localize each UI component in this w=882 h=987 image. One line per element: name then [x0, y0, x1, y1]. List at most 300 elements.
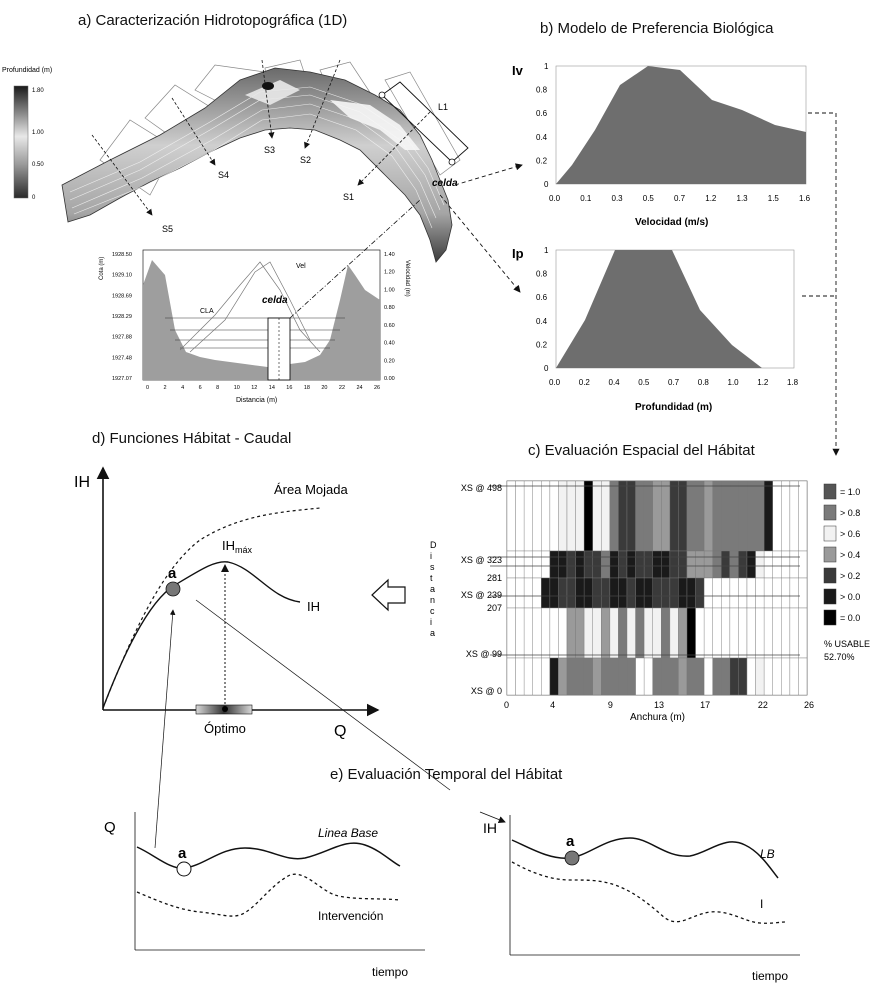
- habitat-cell: [516, 551, 525, 578]
- habitat-cell: [593, 481, 602, 551]
- inset-right-tick: 0.40: [384, 340, 395, 347]
- pref-x-tick: 1.5: [767, 194, 779, 203]
- habitat-cell: [678, 608, 687, 658]
- habitat-cell: [601, 578, 610, 608]
- legend-swatch: [824, 610, 836, 625]
- habitat-cell: [756, 658, 765, 695]
- point-a-d-label: a: [168, 565, 177, 582]
- habitat-cell: [593, 608, 602, 658]
- habitat-cell: [670, 578, 679, 608]
- habitat-cell: [618, 481, 627, 551]
- habitat-cell: [558, 481, 567, 551]
- link-d-to-e: [196, 600, 450, 790]
- legend-swatch: [824, 568, 836, 583]
- e-left-x-label: tiempo: [372, 965, 409, 979]
- habitat-cell: [661, 551, 670, 578]
- habitat-ylabel-letter: D: [430, 540, 437, 550]
- depth-x-ticks: [549, 378, 799, 387]
- pref-x-tick: 1.2: [705, 194, 717, 203]
- habitat-cell: [773, 551, 782, 578]
- habitat-x-tick: 17: [700, 700, 711, 710]
- habitat-cell: [653, 481, 662, 551]
- inset-left-tick: 1928.29: [112, 314, 132, 320]
- inset-x-tick: 10: [233, 385, 240, 391]
- inset-x-tick: 24: [356, 385, 363, 391]
- habitat-xlabel: Anchura (m): [630, 712, 686, 723]
- depth-tick: 1.80: [32, 88, 44, 94]
- habitat-cell: [550, 551, 559, 578]
- ih-curve-label: IH: [307, 599, 320, 614]
- habitat-cell: [584, 578, 593, 608]
- habitat-cell: [576, 578, 585, 608]
- legend-label: > 0.4: [840, 550, 861, 560]
- cell-label-inset: celda: [262, 295, 288, 306]
- panel-a-title: a) Caracterización Hidrotopográfica (1D): [78, 12, 348, 29]
- habitat-cell: [636, 658, 645, 695]
- habitat-x-tick: 9: [607, 700, 613, 710]
- habitat-cell: [773, 481, 782, 551]
- habitat-cell: [764, 551, 773, 578]
- panel-c-title: c) Evaluación Espacial del Hábitat: [528, 442, 755, 459]
- habitat-cell: [550, 608, 559, 658]
- habitat-cell: [576, 658, 585, 695]
- habitat-cell: [584, 481, 593, 551]
- legend-swatch: [824, 526, 836, 541]
- legend-swatch: [824, 484, 836, 499]
- habitat-cell: [756, 551, 765, 578]
- inset-right-tick: 0.00: [384, 376, 395, 382]
- habitat-cell: [653, 578, 662, 608]
- habitat-cell: [670, 551, 679, 578]
- habitat-cell: [756, 481, 765, 551]
- inset-ylabel-left: Cota (m): [99, 256, 105, 280]
- habitat-cell: [730, 481, 739, 551]
- habitat-cell: [798, 481, 807, 551]
- pref-x-tick: 1.0: [727, 378, 739, 387]
- habitat-cell: [618, 608, 627, 658]
- habitat-cell: [747, 551, 756, 578]
- habitat-cell: [653, 608, 662, 658]
- habitat-cell: [541, 608, 550, 658]
- depth-legend-bar: [14, 86, 28, 198]
- habitat-cell: [798, 578, 807, 608]
- habitat-cell: [507, 551, 516, 578]
- reach-label-l1: L1: [438, 102, 449, 112]
- ihmax-main: IH: [222, 538, 235, 553]
- pref-y-tick: 0.8: [536, 85, 548, 95]
- habitat-ylabel-letter: c: [430, 606, 435, 616]
- depth-ylabel: Ip: [512, 246, 524, 261]
- pref-x-tick: 1.2: [757, 378, 769, 387]
- habitat-cell: [567, 578, 576, 608]
- habitat-cell: [524, 551, 533, 578]
- section-label-s5: S5: [162, 224, 174, 234]
- habitat-cell: [636, 481, 645, 551]
- usable-value: 52.70%: [824, 652, 855, 662]
- habitat-cell: [738, 578, 747, 608]
- inset-right-tick: 0.80: [384, 305, 395, 312]
- pref-x-tick: 1.6: [799, 194, 811, 203]
- habitat-cell: [541, 658, 550, 695]
- habitat-cell: [678, 578, 687, 608]
- habitat-cell: [738, 551, 747, 578]
- habitat-cell: [764, 608, 773, 658]
- pref-x-tick: 0.1: [580, 194, 592, 203]
- habitat-cell: [790, 608, 799, 658]
- habitat-cell: [627, 658, 636, 695]
- habitat-cell: [713, 578, 722, 608]
- habitat-cell: [781, 608, 790, 658]
- inset-x-ticks: [146, 385, 380, 391]
- habitat-cell: [636, 608, 645, 658]
- habitat-cell: [584, 658, 593, 695]
- pref-x-tick: 0.8: [697, 378, 709, 387]
- velocity-x-ticks: [549, 194, 811, 203]
- habitat-ylabel-letter: i: [430, 551, 432, 561]
- inset-left-tick: 1927.48: [112, 355, 132, 362]
- habitat-cell: [713, 551, 722, 578]
- point-a-e-right: [565, 851, 579, 865]
- habitat-cell: [610, 578, 619, 608]
- habitat-cell: [524, 481, 533, 551]
- reach-node: [379, 92, 385, 98]
- habitat-cell: [644, 578, 653, 608]
- inset-right-tick: 1.20: [384, 269, 395, 276]
- e-right-y-label: IH: [483, 820, 497, 836]
- habitat-cell: [756, 578, 765, 608]
- habitat-row-label: XS @ 323: [460, 555, 502, 565]
- habitat-cell: [507, 578, 516, 608]
- inset-right-tick: 0.20: [384, 358, 395, 365]
- habitat-cell: [601, 551, 610, 578]
- habitat-cell: [610, 481, 619, 551]
- habitat-cell: [738, 481, 747, 551]
- inset-x-tick: 12: [251, 385, 258, 391]
- cell-label-map: celda: [432, 178, 458, 189]
- inset-x-tick: 26: [374, 385, 381, 391]
- habitat-cell: [764, 481, 773, 551]
- inset-x-tick: 18: [303, 385, 310, 391]
- habitat-legend: [824, 484, 860, 625]
- habitat-cell: [678, 551, 687, 578]
- pref-x-tick: 1.8: [787, 378, 799, 387]
- pref-y-tick: 0: [544, 180, 549, 189]
- legend-label: = 0.0: [840, 613, 861, 623]
- section-label-s2: S2: [300, 155, 312, 165]
- pref-y-tick: 0.4: [536, 132, 548, 142]
- habitat-cell: [636, 578, 645, 608]
- i-label: I: [760, 897, 764, 911]
- habitat-cell: [516, 578, 525, 608]
- inset-x-tick: 8: [216, 385, 220, 391]
- habitat-cell: [747, 481, 756, 551]
- cla-label: CLA: [200, 308, 214, 315]
- habitat-cell: [704, 481, 713, 551]
- habitat-cell: [687, 658, 696, 695]
- habitat-cell: [653, 551, 662, 578]
- inset-right-tick: 1.00: [384, 287, 395, 294]
- inset-x-tick: 14: [268, 385, 275, 391]
- inset-x-tick: 0: [146, 385, 150, 391]
- habitat-row-label: XS @ 0: [470, 686, 502, 696]
- habitat-x-tick: 4: [550, 700, 556, 710]
- habitat-row-label: XS @ 239: [460, 590, 502, 600]
- habitat-cell: [524, 608, 533, 658]
- habitat-cell: [627, 481, 636, 551]
- legend-label: > 0.8: [840, 508, 861, 518]
- pref-x-tick: 0.0: [549, 194, 561, 203]
- panel-b-title: b) Modelo de Preferencia Biológica: [540, 20, 774, 37]
- d-x-axis-label: Q: [334, 723, 347, 740]
- depth-legend: [2, 67, 52, 201]
- habitat-cell: [533, 481, 542, 551]
- depth-tick: 1.00: [32, 130, 44, 136]
- habitat-x-tick: 26: [804, 700, 815, 710]
- legend-swatch: [824, 589, 836, 604]
- inset-left-tick: 1928.69: [112, 293, 132, 300]
- pref-y-tick: 0.2: [536, 156, 548, 166]
- section-label-s4: S4: [218, 170, 230, 180]
- depth-xlabel: Profundidad (m): [635, 402, 713, 413]
- habitat-cell: [567, 658, 576, 695]
- depth-legend-title: Profundidad (m): [2, 67, 53, 74]
- legend-label: > 0.0: [840, 592, 861, 602]
- habitat-row-label: XS @ 498: [460, 483, 502, 493]
- habitat-cell: [798, 658, 807, 695]
- habitat-cell: [541, 551, 550, 578]
- habitat-cell: [696, 578, 705, 608]
- habitat-cell: [516, 608, 525, 658]
- habitat-cell: [533, 578, 542, 608]
- pref-x-tick: 0.4: [608, 378, 620, 387]
- deep-pool: [262, 82, 274, 90]
- point-a-e-left: [177, 862, 191, 876]
- pref-x-tick: 0.0: [549, 378, 561, 387]
- legend-label: > 0.2: [840, 571, 861, 581]
- inset-x-tick: 2: [163, 385, 167, 391]
- habitat-cell: [576, 481, 585, 551]
- habitat-cell: [756, 608, 765, 658]
- habitat-cell: [721, 608, 730, 658]
- habitat-cell: [721, 578, 730, 608]
- velocity-preference-chart: [512, 62, 811, 228]
- habitat-cell: [610, 551, 619, 578]
- habitat-cell: [636, 551, 645, 578]
- pref-y-tick: 0.4: [536, 316, 548, 326]
- habitat-cell: [610, 658, 619, 695]
- inset-left-tick: 1929.10: [112, 272, 132, 279]
- habitat-cell: [618, 658, 627, 695]
- lb-label: LB: [760, 847, 775, 861]
- depth-preference-chart: [512, 246, 799, 413]
- habitat-cell: [550, 658, 559, 695]
- habitat-row-label: 281: [486, 573, 502, 583]
- habitat-cell: [541, 481, 550, 551]
- habitat-cell: [747, 658, 756, 695]
- point-a-d: [166, 582, 180, 596]
- temporal-habitat-chart: [480, 812, 800, 983]
- inset-right-tick: 1.40: [384, 252, 395, 258]
- habitat-cell: [644, 608, 653, 658]
- habitat-cell: [601, 658, 610, 695]
- habitat-discharge-chart: [74, 468, 450, 848]
- cross-section-inset: [99, 250, 410, 404]
- habitat-cell: [507, 608, 516, 658]
- habitat-cell: [644, 658, 653, 695]
- inset-xlabel: Distancia (m): [236, 397, 278, 404]
- habitat-cell: [730, 658, 739, 695]
- habitat-cell: [558, 551, 567, 578]
- habitat-cell: [593, 551, 602, 578]
- habitat-cell: [584, 551, 593, 578]
- river-reach: [62, 60, 468, 262]
- pref-x-tick: 0.5: [642, 194, 654, 203]
- habitat-cell: [627, 551, 636, 578]
- habitat-cell: [601, 481, 610, 551]
- habitat-cell: [781, 481, 790, 551]
- habitat-cell: [696, 481, 705, 551]
- legend-label: > 0.6: [840, 529, 861, 539]
- habitat-cell: [627, 578, 636, 608]
- habitat-cell: [687, 481, 696, 551]
- habitat-cell: [653, 658, 662, 695]
- optimo-label: Óptimo: [204, 721, 246, 736]
- pref-y-tick: 0.2: [536, 340, 548, 350]
- habitat-cell: [738, 658, 747, 695]
- habitat-cell: [670, 608, 679, 658]
- inset-x-tick: 6: [198, 385, 202, 391]
- habitat-cell: [704, 658, 713, 695]
- habitat-row-label: XS @ 99: [465, 649, 502, 659]
- depth-tick: 0: [32, 195, 36, 201]
- habitat-x-ticks: [504, 700, 814, 710]
- habitat-cell: [507, 481, 516, 551]
- habitat-cell: [713, 608, 722, 658]
- depth-tick: 0.50: [32, 162, 44, 168]
- legend-label: = 1.0: [840, 487, 861, 497]
- habitat-cell: [541, 578, 550, 608]
- habitat-cell: [781, 658, 790, 695]
- inset-x-tick: 22: [338, 385, 346, 391]
- habitat-cell: [798, 551, 807, 578]
- habitat-cell: [558, 578, 567, 608]
- habitat-cell: [713, 481, 722, 551]
- habitat-cell: [721, 551, 730, 578]
- habitat-cell: [661, 658, 670, 695]
- habitat-cell: [550, 578, 559, 608]
- habitat-cell: [747, 578, 756, 608]
- habitat-cell: [781, 578, 790, 608]
- inset-left-ticks: [112, 252, 132, 382]
- habitat-cell: [576, 608, 585, 658]
- habitat-cell: [678, 481, 687, 551]
- area-mojada-label: Área Mojada: [274, 482, 348, 497]
- habitat-cell: [721, 481, 730, 551]
- habitat-cell: [567, 481, 576, 551]
- habitat-cell: [687, 551, 696, 578]
- pref-y-tick: 0.6: [536, 109, 548, 119]
- habitat-cell: [738, 608, 747, 658]
- habitat-cell: [781, 551, 790, 578]
- inset-right-ticks: [384, 252, 395, 382]
- section-label-s1: S1: [343, 192, 355, 202]
- pref-x-tick: 0.7: [674, 194, 686, 203]
- habitat-ylabel-letter: n: [430, 595, 436, 605]
- habitat-cell: [558, 608, 567, 658]
- habitat-cell: [610, 608, 619, 658]
- habitat-cell: [773, 608, 782, 658]
- panel-e-title: e) Evaluación Temporal del Hábitat: [330, 766, 563, 783]
- habitat-cell: [661, 481, 670, 551]
- habitat-cell: [678, 658, 687, 695]
- habitat-cell: [670, 658, 679, 695]
- habitat-cell: [687, 578, 696, 608]
- habitat-cell: [747, 608, 756, 658]
- habitat-cell: [730, 578, 739, 608]
- habitat-cell: [704, 578, 713, 608]
- habitat-cell: [618, 551, 627, 578]
- section-label-s3: S3: [264, 145, 276, 155]
- habitat-x-tick: 22: [757, 700, 768, 710]
- inset-x-tick: 16: [286, 385, 293, 391]
- habitat-cell: [704, 551, 713, 578]
- habitat-cell: [764, 658, 773, 695]
- temporal-discharge-chart: [104, 812, 425, 979]
- habitat-cell: [516, 481, 525, 551]
- ihmax-sub: máx: [235, 545, 253, 555]
- inset-left-tick: 1927.07: [112, 376, 132, 382]
- hollow-arrow: [372, 580, 405, 610]
- depth-y-ticks: [536, 246, 549, 373]
- habitat-row-labels: [461, 483, 502, 696]
- e-left-y-label: Q: [104, 819, 116, 836]
- velocity-ylabel: Iv: [512, 63, 523, 78]
- pref-y-tick: 0.8: [536, 269, 548, 279]
- habitat-cell: [593, 658, 602, 695]
- pref-x-tick: 0.7: [668, 378, 680, 387]
- habitat-cell: [798, 608, 807, 658]
- habitat-row-label: 207: [486, 603, 502, 613]
- habitat-grid-cells: [490, 481, 807, 695]
- habitat-cell: [516, 658, 525, 695]
- habitat-cell: [790, 551, 799, 578]
- habitat-cell: [730, 608, 739, 658]
- inset-right-tick: 0.60: [384, 322, 395, 329]
- ih-curve: [103, 562, 300, 708]
- habitat-cell: [567, 551, 576, 578]
- inset-left-tick: 1927.88: [112, 334, 132, 341]
- baseline-curve: [137, 843, 400, 868]
- habitat-cell: [661, 608, 670, 658]
- pref-y-tick: 0.6: [536, 293, 548, 303]
- habitat-cell: [558, 658, 567, 695]
- habitat-cell: [550, 481, 559, 551]
- habitat-cell: [704, 608, 713, 658]
- habitat-ylabel-letter: t: [430, 573, 433, 583]
- habitat-cell: [696, 608, 705, 658]
- habitat-cell: [627, 608, 636, 658]
- habitat-cell: [533, 658, 542, 695]
- habitat-ylabel-letter: a: [430, 584, 436, 594]
- habitat-cell: [764, 578, 773, 608]
- optimo-marker: [222, 706, 228, 712]
- habitat-x-tick: 0: [504, 700, 510, 710]
- habitat-ylabel-letter: i: [430, 617, 432, 627]
- habitat-cell: [618, 578, 627, 608]
- wetted-area-curve: [103, 508, 320, 708]
- habitat-cell: [524, 658, 533, 695]
- habitat-cell: [584, 608, 593, 658]
